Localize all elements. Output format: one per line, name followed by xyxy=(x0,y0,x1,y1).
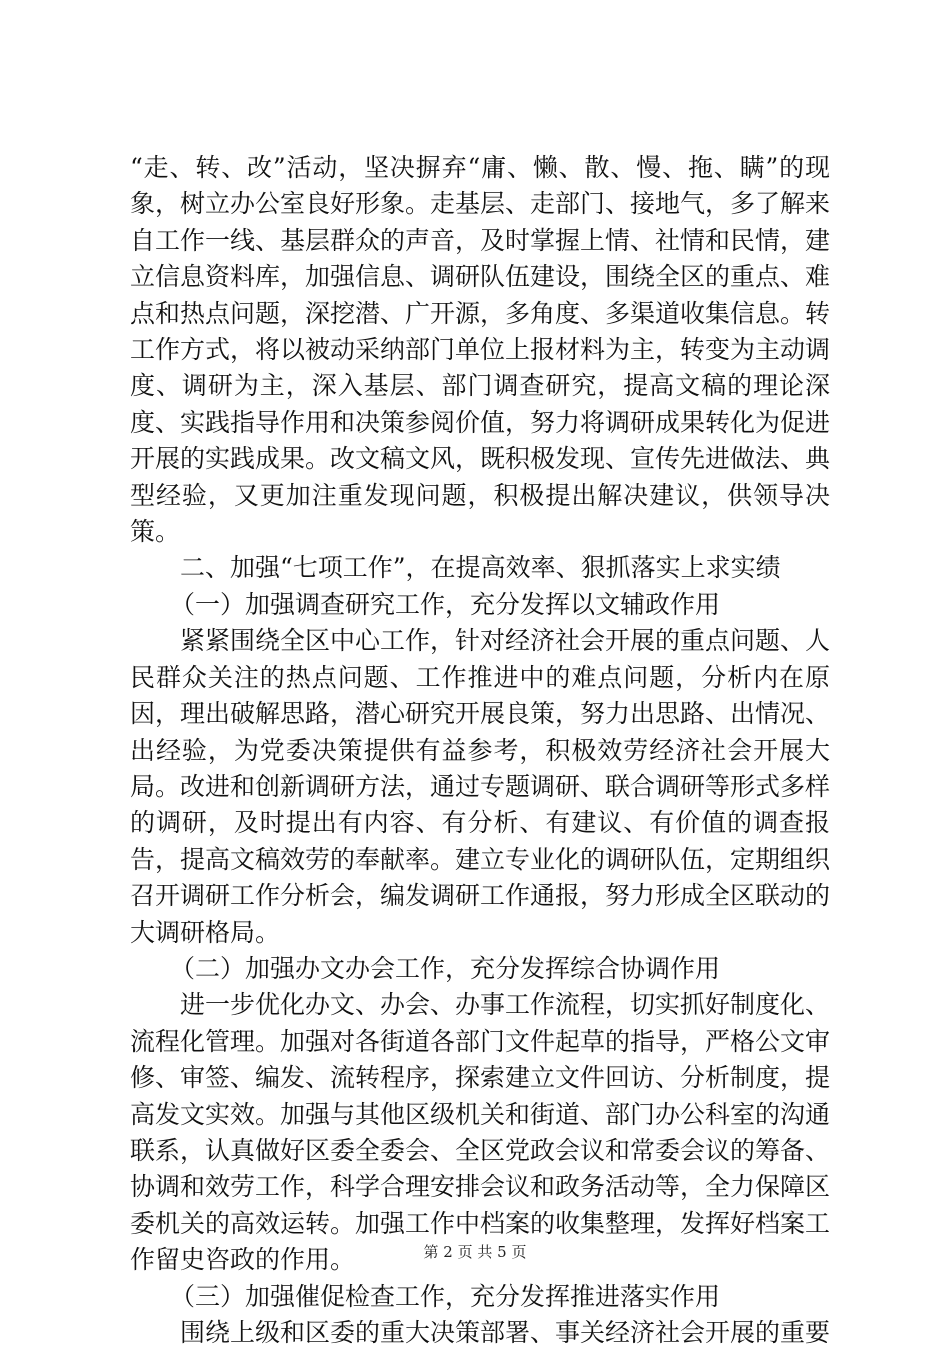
paragraph-continuation: “走、转、改”活动，坚决摒弃“庸、懒、散、慢、拖、瞒”的现象，树立办公室良好形象。走基层、走部门、接地气，多了解来自工作一线、基层群众的声音，及时掌握上情、社情和民情，建立信息资料库，加强信息、调研队伍建设，围绕全区的重点、难点和热点问题，深挖潜、广开源，多角度、多渠道收集信息。转工作方式，将以被动采纳部门单位上报材料为主，转变为主动调度、调研为主，深入基层、部门调查研究，提高文稿的理论深度、实践指导作用和决策参阅价值，努力将调研成果转化为促进开展的实践成果。改文稿文风，既积极发现、宣传先进做法、典型经验，又更加注重发现问题，积极提出解决建议，供领导决策。 xyxy=(130,153,831,547)
page-number-footer: 第 2 页 共 5 页 xyxy=(423,1243,527,1261)
paragraph-research: 紧紧围绕全区中心工作，针对经济社会开展的重点问题、人民群众关注的热点问题、工作推进中的难点问题，分析内在原因，理出破解思路，潜心研究开展良策，努力出思路、出情况、出经验，为党委决策提供有益参考，积极效劳经济社会开展大局。改进和创新调研方法，通过专题调研、联合调研等形式多样的调研，及时提出有内容、有分析、有建议、有价值的调查报告，提高文稿效劳的奉献率。建立专业化的调研队伍，定期组织召开调研工作分析会，编发调研工作通报，努力形成全区联动的大调研格局。 xyxy=(130,626,831,947)
subsection-heading-1: （一）加强调查研究工作，充分发挥以文辅政作用 xyxy=(170,589,721,619)
subsection-heading-2: （二）加强办文办会工作，充分发挥综合协调作用 xyxy=(170,953,721,983)
paragraph-supervision: 围绕上级和区委的重大决策部署、事关经济社会开展的重要 xyxy=(180,1318,831,1347)
paragraph-documents-meetings: 进一步优化办文、办会、办事工作流程，切实抓好制度化、流程化管理。加强对各街道各部门文件起草的指导，严格公文审修、审签、编发、流转程序，探索建立文件回访、分析制度，提高发文实效。加强与其他区级机关和街道、部门办公科室的沟通联系，认真做好区委全委会、全区党政会议和常委会议的筹备、协调和效劳工作，科学合理安排会议和政务活动等，全力保障区委机关的高效运转。加强工作中档案的收集整理，发挥好档案工作留史咨政的作用。 xyxy=(130,990,831,1275)
subsection-heading-3: （三）加强催促检查工作，充分发挥推进落实作用 xyxy=(170,1281,721,1311)
document-body xyxy=(130,150,830,1351)
section-heading-2: 二、加强“七项工作”，在提高效率、狠抓落实上求实绩 xyxy=(180,553,781,583)
